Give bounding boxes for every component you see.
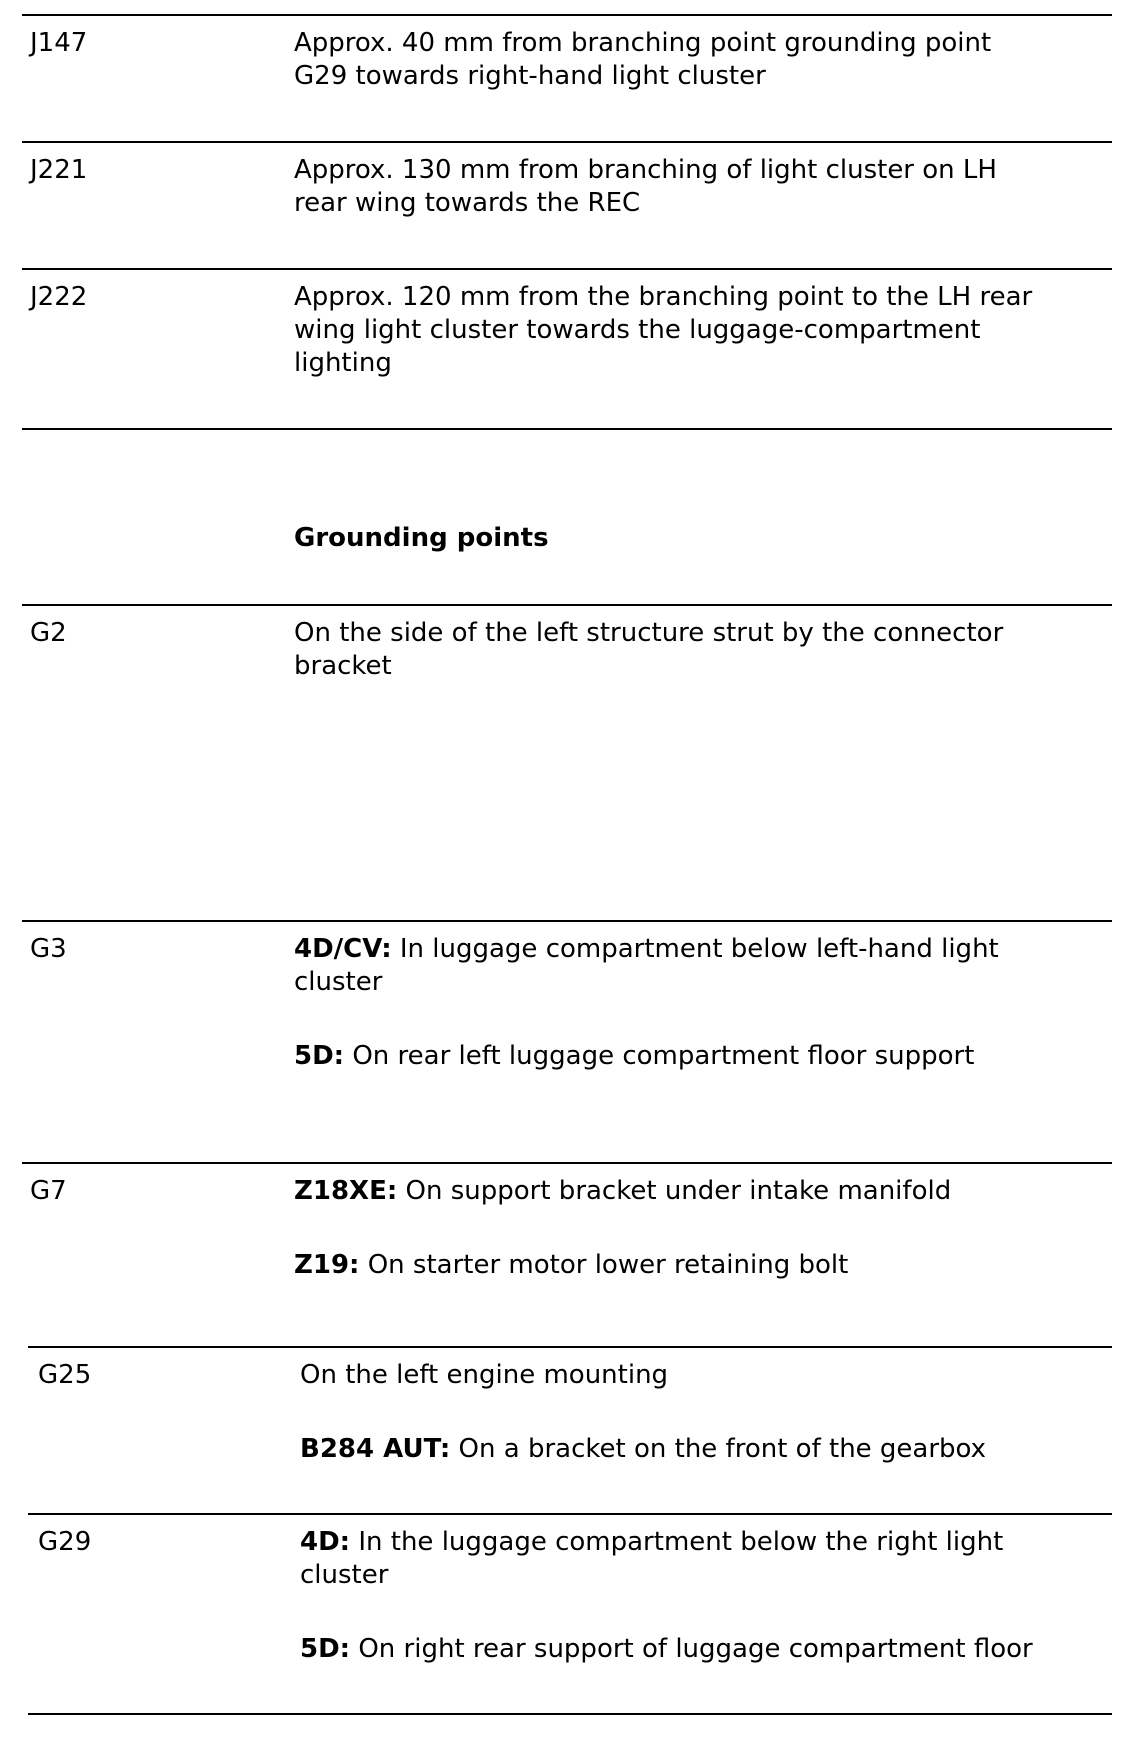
row-divider <box>28 1346 1112 1348</box>
row-id-j222: J222 <box>30 282 88 312</box>
row-divider <box>22 141 1112 143</box>
description-line: Approx. 40 mm from branching point grounding point <box>294 28 992 58</box>
description-line: lighting <box>294 348 392 378</box>
row-description-g7 <box>294 1175 951 1282</box>
row-description-g29 <box>300 1526 1033 1666</box>
variant-note <box>294 1175 951 1208</box>
row-divider <box>22 428 1112 430</box>
row-id-g29: G29 <box>38 1527 92 1557</box>
variant-text-continued: cluster <box>300 1560 389 1590</box>
row-divider <box>22 268 1112 270</box>
description-line: G29 towards right-hand light cluster <box>294 61 766 91</box>
variant-code: 4D: <box>300 1527 351 1557</box>
section-heading: Grounding points <box>294 523 549 553</box>
row-description-g25 <box>300 1359 986 1466</box>
row-description-j221 <box>294 154 997 220</box>
variant-text-continued: cluster <box>294 967 383 997</box>
variant-text: On right rear support of luggage compartment floor <box>350 1634 1033 1664</box>
row-id-g25: G25 <box>38 1360 92 1390</box>
variant-text: On a bracket on the front of the gearbox <box>450 1434 987 1464</box>
description-line: wing light cluster towards the luggage-compartment <box>294 315 981 345</box>
row-description-j222 <box>294 281 1032 380</box>
variant-code: Z19: <box>294 1250 360 1280</box>
variant-code: 4D/CV: <box>294 934 392 964</box>
variant-code: 5D: <box>294 1041 345 1071</box>
row-description-g2 <box>294 617 1003 683</box>
variant-text: On support bracket under intake manifold <box>397 1176 952 1206</box>
row-id-g3: G3 <box>30 934 67 964</box>
description-line: On the left engine mounting <box>300 1360 669 1390</box>
row-id-g7: G7 <box>30 1176 67 1206</box>
row-description-j147 <box>294 27 991 93</box>
row-id-j147: J147 <box>30 28 88 58</box>
description-line: Approx. 130 mm from branching of light cluster on LH <box>294 155 997 185</box>
variant-code: Z18XE: <box>294 1176 398 1206</box>
description-line: bracket <box>294 651 392 681</box>
row-id-j221: J221 <box>30 155 88 185</box>
row-divider <box>22 920 1112 922</box>
variant-note <box>294 1040 999 1073</box>
variant-note <box>294 1249 951 1282</box>
variant-text: In the luggage compartment below the right light <box>350 1527 1004 1557</box>
description-line: Approx. 120 mm from the branching point to the LH rear <box>294 282 1033 312</box>
row-divider <box>22 14 1112 16</box>
variant-text: On rear left luggage compartment floor support <box>344 1041 975 1071</box>
row-divider <box>22 604 1112 606</box>
row-divider <box>22 1162 1112 1164</box>
row-description-g3 <box>294 933 999 1073</box>
variant-code: B284 AUT: <box>300 1434 451 1464</box>
row-divider <box>28 1513 1112 1515</box>
variant-note <box>300 1633 1033 1666</box>
row-id-g2: G2 <box>30 618 67 648</box>
description-line: On the side of the left structure strut by the connector <box>294 618 1004 648</box>
variant-note <box>300 1526 1033 1559</box>
variant-note <box>300 1433 986 1466</box>
variant-note <box>294 933 999 966</box>
description-line: rear wing towards the REC <box>294 188 641 218</box>
row-divider <box>28 1713 1112 1715</box>
variant-text: In luggage compartment below left-hand light <box>391 934 999 964</box>
variant-text: On starter motor lower retaining bolt <box>359 1250 849 1280</box>
variant-code: 5D: <box>300 1634 351 1664</box>
